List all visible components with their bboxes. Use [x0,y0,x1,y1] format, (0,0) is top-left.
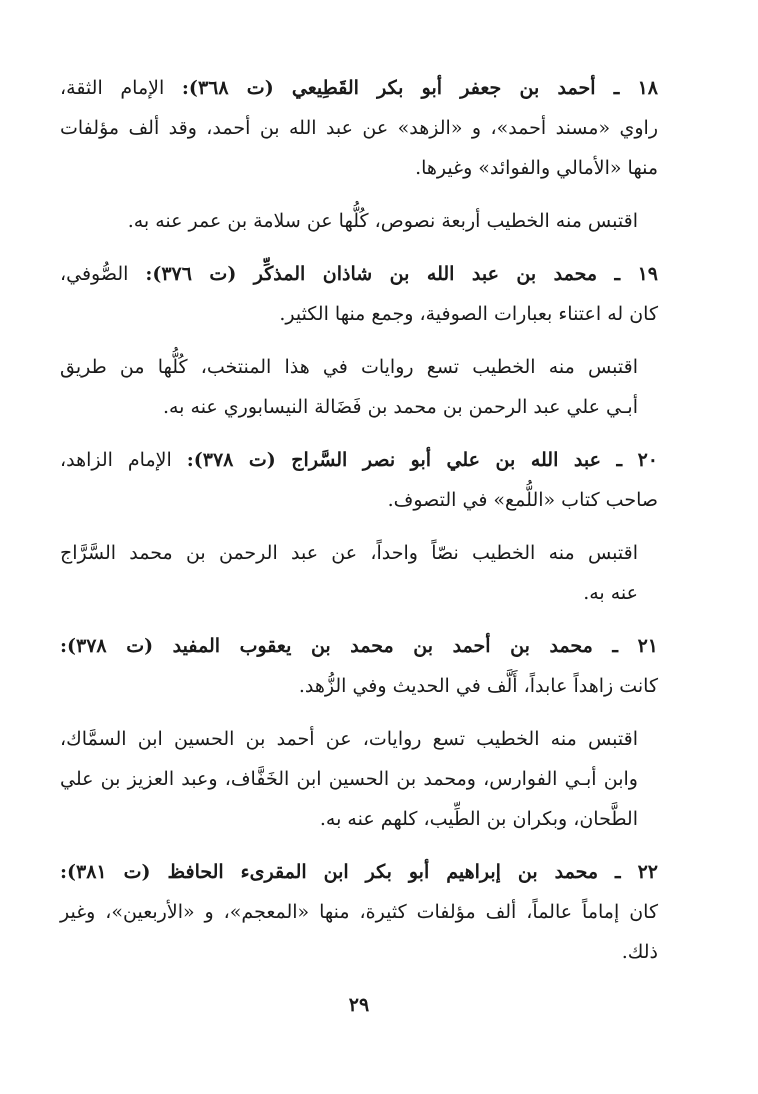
entry-line [60,852,658,892]
quote-line: اقتبس منه الخطيب تسع روايات في هذا المنتخب، كُلُّها من طريق [60,356,638,378]
quote-line: وابن أبـي الفوارس، ومحمد بن الحسين ابن الخَفَّاف، وعبد العزيز بن علي [60,768,638,790]
entry-line [60,626,658,666]
entry-19 [60,254,658,334]
entry-text: الإمام الثقة، [60,77,182,99]
entry-text: الإمام الزاهد، [60,449,187,471]
entry-21 [60,626,658,706]
page-body [60,68,658,985]
quote-21 [60,719,658,839]
quote-line: أبـي علي عبد الرحمن بن محمد بن فَضَالة النيسابوري عنه به. [162,396,638,418]
entry-20 [60,440,658,520]
quote-19 [60,347,658,427]
page-number: ٢٩ [348,994,370,1016]
entry-line: صاحب كتاب «اللُّمع» في التصوف. [387,489,658,511]
entry-line: كان له اعتناء بعبارات الصوفية، وجمع منها الكثير. [279,303,658,325]
entry-line: ذلك. [621,941,658,963]
entry-heading: ١٨ ـ أحمد بن جعفر أبو بكر القَطِيعي (ت ٣٦٨): [181,77,658,99]
quote-line: الطَّحان، وبكران بن الطِّيب، كلهم عنه به. [319,808,638,830]
entry-heading: ٢١ ـ محمد بن أحمد بن محمد بن يعقوب المفيد (ت ٣٧٨): [60,635,658,657]
quote-18 [60,201,658,241]
entry-heading: ٢٠ ـ عبد الله بن علي أبو نصر السَّراج (ت ٣٧٨): [186,449,658,471]
entry-18 [60,68,658,188]
quote-line: اقتبس منه الخطيب تسع روايات، عن أحمد بن الحسين ابن السمَّاك، [60,728,638,750]
quote-20 [60,533,658,613]
entry-line: راوي «مسند أحمد»، و «الزهد» عن عبد الله بن أحمد، وقد ألف مؤلفات [60,117,658,139]
quote-line: اقتبس منه الخطيب نصّاً واحداً، عن عبد الرحمن بن محمد السَّرَّاج [60,542,638,564]
entry-heading: ٢٢ ـ محمد بن إبراهيم أبو بكر ابن المقرىء الحافظ (ت ٣٨١): [60,861,658,883]
entry-line [60,440,658,480]
entry-text: الصُّوفي، [60,263,146,285]
entry-line [60,254,658,294]
entry-heading: ١٩ ـ محمد بن عبد الله بن شاذان المذكِّر (ت ٣٧٦): [145,263,658,285]
entry-line: كان إماماً عالماً، ألف مؤلفات كثيرة، منها «المعجم»، و «الأربعين»، وغير [60,901,658,923]
entry-line: كانت زاهداً عابداً، أَلَّف في الحديث وفي الزُّهد. [298,675,658,697]
quote-line: اقتبس منه الخطيب أربعة نصوص، كُلُّها عن سلامة بن عمر عنه به. [127,210,638,232]
entry-line: منها «الأمالي والفوائد» وغيرها. [415,157,658,179]
quote-line: عنه به. [583,582,638,604]
entry-22 [60,852,658,972]
entry-line [60,68,658,108]
